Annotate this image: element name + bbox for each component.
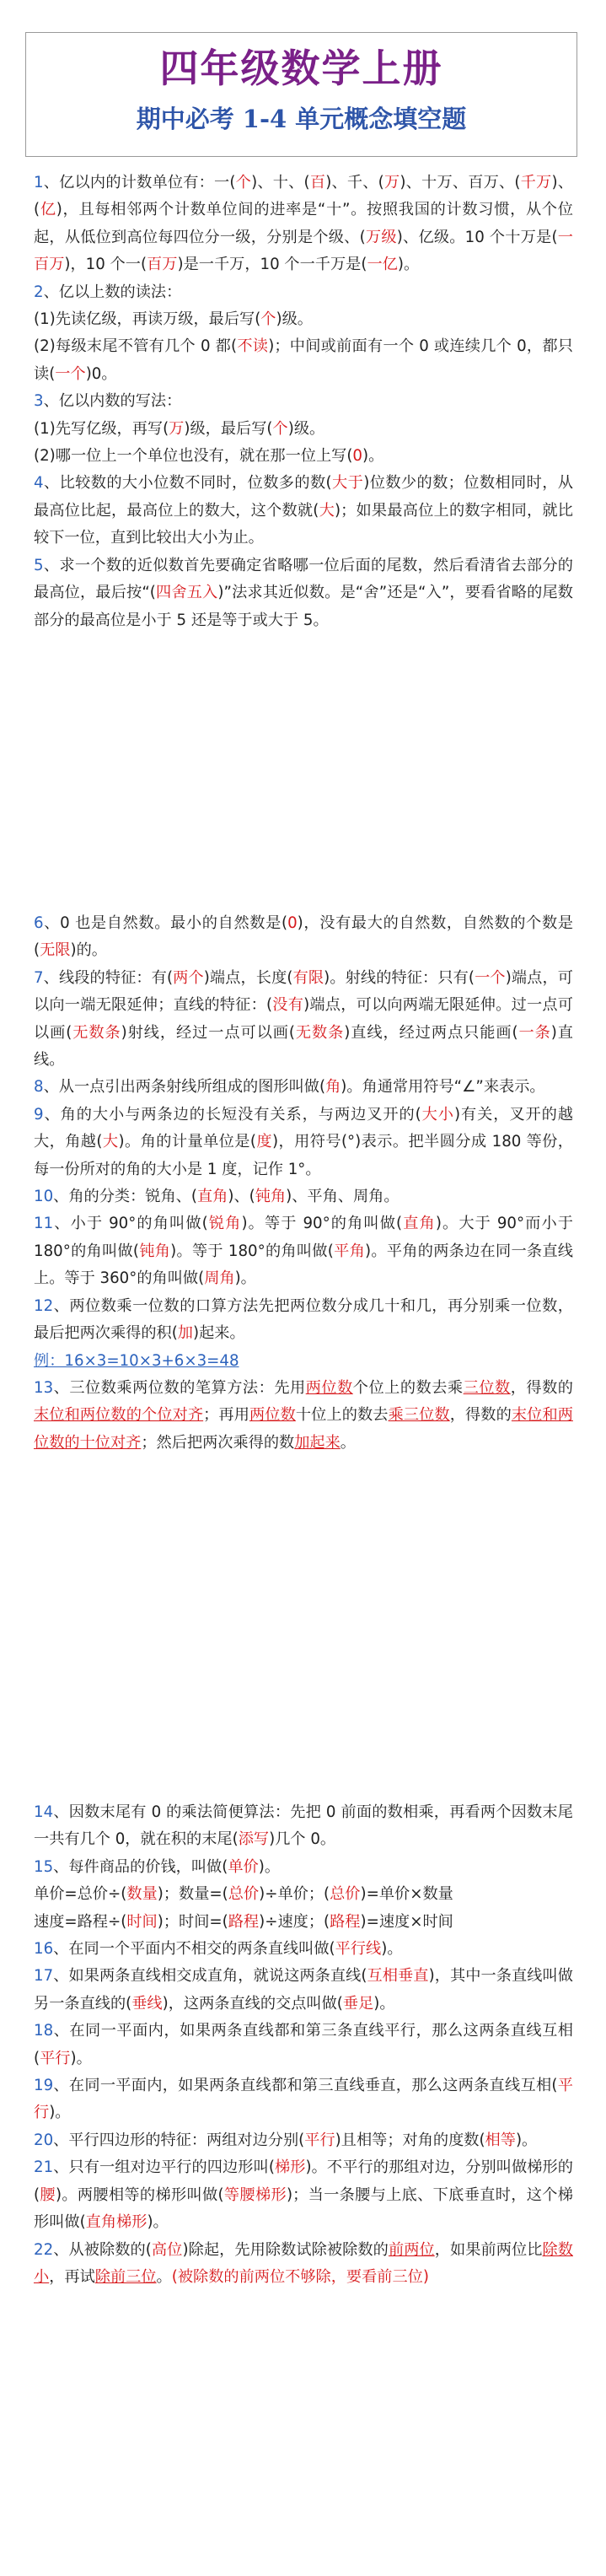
answer-text: 垂线: [131, 1994, 163, 2013]
item-number: 6: [34, 914, 44, 932]
concept-paragraph: [34, 416, 573, 443]
text-run: 、亿以内的计数单位有：一(: [43, 174, 236, 191]
item-number: 9: [34, 1105, 44, 1124]
concept-paragraph: [34, 388, 573, 415]
answer-text: 平行: [34, 2077, 573, 2122]
text-run: 、三位数乘两位数的笔算方法：先用: [53, 1378, 306, 1397]
text-run: 、线段的特征：有(: [43, 968, 174, 987]
answer-text: 个: [260, 310, 276, 329]
concept-paragraph: [34, 1963, 573, 2018]
answer-text: 腰: [40, 2185, 56, 2204]
answer-text: 有限: [292, 968, 324, 987]
answer-text: 个: [235, 174, 252, 191]
answer-text: 大小: [421, 1105, 454, 1124]
answer-text: 互相垂直: [367, 1967, 429, 1986]
text-run: )。角的计量单位是(: [118, 1133, 256, 1151]
section-units-2: [34, 910, 573, 1457]
concept-paragraph: [34, 1210, 573, 1292]
concept-paragraph: [34, 443, 573, 470]
text-run: )，用符号(°)表示。把半圆分成 180 等份，每一份所对的角的大小是 1 度，记作 1°。: [34, 1133, 573, 1178]
text-run: 、因数末尾有 0 的乘法简便算法：先把 0 前面的数相乘，再看两个因数末尾一共有几个 0，就在积的末尾(: [34, 1803, 573, 1849]
answer-text: 无数条: [294, 1023, 345, 1042]
text-run: )端点，可以向两端无限延伸。过一点可以画(: [34, 996, 573, 1042]
answer-text: 路程: [330, 1912, 361, 1931]
concept-paragraph: [34, 1854, 573, 1881]
concept-paragraph: [34, 1293, 573, 1348]
answer-text: 除前三位: [94, 2267, 157, 2286]
answer-text: 等腰梯形: [223, 2185, 287, 2204]
answer-text: 平行线: [335, 1940, 382, 1959]
text-run: ；再用: [203, 1406, 249, 1425]
text-run: (2)每级末尾不管有几个 0 都(: [34, 337, 238, 356]
text-run: )、(: [34, 174, 573, 219]
answer-text: 万: [383, 174, 400, 191]
answer-text: 不读: [237, 337, 269, 356]
text-run: )。: [515, 2131, 538, 2149]
item-number: 15: [34, 1857, 54, 1876]
page-title: 四年级数学上册: [159, 46, 443, 91]
text-run: )0。: [85, 364, 117, 383]
text-run: 单价=总价÷(: [34, 1885, 127, 1904]
answer-text: 末位和两位数的个位对齐: [34, 1406, 204, 1425]
answer-text: 总价: [228, 1885, 260, 1904]
answer-text: 梯形: [274, 2158, 306, 2177]
text-run: )有关，叉开的越大，角越(: [34, 1105, 573, 1151]
text-run: 速度=路程÷(: [34, 1912, 127, 1931]
text-run: )。: [70, 2049, 92, 2067]
text-run: )。: [381, 1940, 403, 1959]
item-number: 19: [34, 2077, 54, 2095]
text-run: )几个 0。: [269, 1830, 336, 1849]
text-run: 、角的分类：锐角、(: [53, 1188, 197, 1206]
page-subtitle: 期中必考 1-4 单元概念填空题: [136, 105, 467, 133]
answer-text: 平角: [333, 1242, 366, 1260]
answer-text: 万级: [365, 228, 397, 246]
text-run: )、十万、百万、(: [400, 174, 521, 191]
answer-text: 无数条: [72, 1023, 121, 1042]
text-run: )、平角、周角。: [286, 1188, 400, 1206]
text-run: 、从一点引出两条射线所组成的图形叫做(: [43, 1078, 326, 1097]
item-number: 22: [34, 2240, 54, 2259]
text-run: 、亿以内数的写法：: [43, 392, 182, 411]
item-number: 21: [34, 2158, 54, 2177]
text-run: ，再试: [49, 2267, 95, 2286]
concept-paragraph: [34, 170, 573, 279]
item-number: 14: [34, 1803, 54, 1821]
text-run: 、从被除数的(: [53, 2240, 152, 2259]
text-run: 、平行四边形的特征：两组对边分别(: [53, 2131, 305, 2149]
text-run: )”法求其近似数。是“舍”还是“入”，要看省略的尾数部分的最高位是小于 5 还是等于或大于 5。: [34, 584, 573, 629]
answer-text: 直角: [196, 1188, 228, 1206]
answer-text: 垂足: [342, 1994, 374, 2013]
answer-text: 锐角: [207, 1215, 242, 1233]
text-run: )。: [49, 2104, 71, 2122]
answer-text: 一个: [475, 968, 506, 987]
item-number: 12: [34, 1296, 54, 1315]
answer-text: 前两位: [388, 2240, 435, 2259]
answer-text: 0: [287, 914, 298, 932]
answer-text: 没有: [272, 996, 304, 1015]
text-run: )÷速度；(: [259, 1912, 330, 1931]
text-run: )除起，先用除数试除被除数的: [182, 2240, 389, 2259]
concept-paragraph: [34, 910, 573, 965]
text-run: )、亿级。10 个十万是(: [396, 228, 558, 246]
text-run: )。平角的两条边在同一条直线上。等于 360°的角叫做(: [34, 1242, 573, 1288]
text-run: )；数量=(: [157, 1885, 228, 1904]
answer-text: 两位数: [249, 1406, 296, 1425]
answer-text: 个: [272, 419, 288, 438]
item-number: 5: [34, 556, 44, 574]
text-run: )。: [147, 2213, 169, 2232]
concept-paragraph: [34, 1375, 573, 1457]
answer-text: 路程: [228, 1912, 260, 1931]
section-units-3: [34, 1799, 573, 2291]
text-run: )、十、(: [251, 174, 310, 191]
answer-text: 两个: [173, 968, 204, 987]
text-run: )是一千万，10 个一千万是(: [177, 256, 367, 274]
item-number: 17: [34, 1967, 54, 1986]
answer-text: 单价: [228, 1857, 259, 1876]
answer-text: 末位和两位数的十位对齐: [34, 1406, 573, 1452]
answer-text: 0: [352, 447, 362, 466]
text-run: )。: [258, 1857, 281, 1876]
text-run: )。射线的特征：只有(: [324, 968, 475, 987]
text-run: )。等于 90°的角叫做(: [241, 1215, 403, 1233]
concept-paragraph: [34, 552, 573, 634]
answer-text: 总价: [330, 1885, 361, 1904]
text-run: )的。: [70, 941, 107, 960]
text-run: 、0 也是自然数。最小的自然数是(: [43, 914, 288, 932]
answer-text: 除数小: [34, 2240, 573, 2286]
text-run: )级，最后写(: [184, 419, 273, 438]
answer-text: 钝角: [255, 1188, 287, 1206]
answer-text: 数量: [126, 1885, 158, 1904]
title-box: [25, 32, 577, 157]
answer-text: 周角: [204, 1269, 235, 1288]
text-run: 、如果两条直线相交成直角，就说这两条直线(: [53, 1967, 367, 1986]
concept-paragraph: [34, 2237, 573, 2292]
text-run: )且相等；对角的度数(: [335, 2131, 485, 2149]
answer-text: 千万: [520, 174, 552, 191]
answer-text: 一个: [55, 364, 86, 383]
answer-text: 度: [255, 1133, 273, 1151]
concept-paragraph: [34, 965, 573, 1075]
item-number: 10: [34, 1188, 54, 1206]
answer-text: 乘三位数: [388, 1406, 450, 1425]
text-run: )。大于 90°而小于 180°的角叫做(: [34, 1215, 573, 1260]
answer-text: 加: [177, 1324, 193, 1343]
text-run: )=单价×数量: [360, 1885, 453, 1904]
answer-text: 高位: [151, 2240, 183, 2259]
answer-text: 直角: [402, 1215, 436, 1233]
text-run: 、每件商品的价钱，叫做(: [53, 1857, 228, 1876]
text-run: 、角的大小与两条边的长短没有关系，与两边叉开的(: [43, 1105, 421, 1124]
text-run: )=速度×时间: [360, 1912, 453, 1931]
answer-text: 万: [169, 419, 185, 438]
answer-text: 大: [319, 501, 335, 520]
text-run: )，其中一条直线叫做另一条直线的(: [34, 1967, 573, 2013]
text-run: )、(: [228, 1188, 255, 1206]
text-run: )。两腰相等的梯形叫做(: [55, 2185, 224, 2204]
text-run: ；然后把两次乘得的数: [141, 1433, 295, 1452]
item-number: 7: [34, 968, 44, 987]
text-run: )。: [373, 1994, 395, 2013]
text-run: ，得数的: [510, 1378, 573, 1397]
text-run: )端点，可以向一端无限延伸；直线的特征：(: [34, 968, 573, 1015]
answer-text: 钝角: [138, 1242, 171, 1260]
text-run: )，10 个一(: [64, 256, 147, 274]
concept-paragraph: [34, 1074, 573, 1101]
text-run: 、亿以上数的读法：: [43, 283, 182, 301]
concept-paragraph: [34, 1102, 573, 1183]
concept-paragraph: [34, 333, 573, 388]
text-run: 、在同一个平面内不相交的两条直线叫做(: [53, 1940, 335, 1959]
answer-text: 一亿: [367, 256, 398, 274]
concept-paragraph: [34, 279, 573, 306]
text-run: )，且每相邻两个计数单位间的进率是“十”。按照我国的计数习惯，从个位起，从低位到高位每四位分一级，分别是个级、(: [34, 201, 573, 246]
item-number: 4: [34, 474, 44, 493]
text-run: )，没有最大的自然数，自然数的个数是(: [34, 914, 573, 960]
concept-paragraph: [34, 1183, 573, 1210]
answer-text: 角: [325, 1078, 341, 1097]
answer-text: 添写: [238, 1830, 270, 1849]
answer-text: 一条: [518, 1023, 551, 1042]
item-number: 18: [34, 2022, 54, 2040]
text-run: )。: [234, 1269, 256, 1288]
text-run: )；中间或前面有一个 0 或连续几个 0，都只读(: [34, 337, 573, 383]
text-run: )直线。: [34, 1023, 573, 1070]
answer-text: 一百万: [34, 228, 573, 274]
text-run: )。角通常用符号“∠”来表示。: [341, 1078, 545, 1097]
concept-paragraph: [34, 1881, 573, 1908]
answer-text: 相等: [485, 2131, 516, 2149]
answer-text: 平行: [304, 2131, 335, 2149]
concept-paragraph: [34, 2154, 573, 2236]
answer-text: 三位数: [463, 1378, 511, 1397]
answer-text: 无限: [40, 941, 71, 960]
concept-paragraph: [34, 306, 573, 333]
answer-text: 亿: [40, 201, 56, 219]
concept-paragraph: [34, 2072, 573, 2127]
text-run: 十位上的数去: [295, 1406, 389, 1425]
item-number: 8: [34, 1078, 44, 1097]
text-run: )；当一条腰与上底、下底垂直时，这个梯形叫做(: [34, 2185, 573, 2232]
text-run: )、千、(: [325, 174, 384, 191]
text-run: 、只有一组对边平行的四边形叫(: [53, 2158, 275, 2177]
text-run: ，如果前两位比: [434, 2240, 543, 2259]
text-run: )；时间=(: [157, 1912, 228, 1931]
answer-text: 平行: [40, 2049, 71, 2067]
text-run: 。: [156, 2267, 172, 2286]
example-text: 例：16×3=10×3+6×3=48: [34, 1351, 239, 1370]
item-number: 2: [34, 283, 44, 301]
text-run: )端点，长度(: [203, 968, 293, 987]
text-run: 、比较数的大小位数不同时，位数多的数(: [43, 474, 332, 493]
text-run: (1)先写亿级，再写(: [34, 419, 169, 438]
answer-text: 时间: [126, 1912, 158, 1931]
section-units-1: [34, 170, 573, 634]
concept-paragraph: [34, 470, 573, 552]
concept-paragraph: [34, 1936, 573, 1963]
text-run: )。不平行的那组对边，分别叫做梯形的(: [34, 2158, 573, 2204]
text-run: )。等于 180°的角叫做(: [170, 1242, 334, 1260]
text-run: (2)哪一位上一个单位也没有，就在那一位上写(: [34, 447, 353, 466]
text-run: )起来。: [193, 1324, 245, 1343]
text-run: )；如果最高位上的数字相同，就比较下一位，直到比较出大小为止。: [34, 501, 573, 547]
text-run: )级。: [276, 310, 313, 329]
text-run: 、两位数乘一位数的口算方法先把两位数分成几十和几，再分别乘一位数，最后把两次乘得的积(: [34, 1296, 573, 1343]
text-run: )。: [397, 256, 420, 274]
item-number: 1: [34, 174, 44, 191]
answer-text: 两位数: [305, 1378, 353, 1397]
concept-paragraph: [34, 1799, 573, 1854]
text-run: )级。: [287, 419, 325, 438]
text-run: )射线，经过一点可以画(: [121, 1023, 295, 1042]
answer-text: 百: [309, 174, 326, 191]
answer-text: 百万: [147, 256, 178, 274]
answer-text: (被除数的前两位不够除，要看前三位): [171, 2267, 429, 2286]
item-number: 11: [34, 1215, 54, 1233]
text-run: 、在同一平面内，如果两条直线都和第三条直线平行，那么这两条直线互相(: [34, 2022, 573, 2067]
answer-text: 四舍五入: [155, 584, 218, 602]
text-run: 、求一个数的近似数首先要确定省略哪一位后面的尾数，然后看清省去部分的最高位，最后按“(: [34, 556, 573, 602]
text-run: 、小于 90°的角叫做(: [53, 1215, 208, 1233]
item-number: 3: [34, 392, 44, 411]
answer-text: 大于: [331, 474, 364, 493]
text-run: )。: [362, 447, 384, 466]
text-run: 、在同一平面内，如果两条直线都和第三直线垂直，那么这两条直线互相(: [53, 2077, 558, 2095]
text-run: )，这两条直线的交点叫做(: [162, 1994, 343, 2013]
concept-paragraph: [34, 2127, 573, 2154]
text-run: )位数少的数；位数相同时，从最高位比起，最高位上的数大，这个数就(: [34, 474, 573, 520]
answer-text: 加起来: [294, 1433, 341, 1452]
text-run: 个位上的数去乘: [352, 1378, 464, 1397]
concept-paragraph: [34, 1348, 573, 1375]
text-run: )÷单价；(: [259, 1885, 330, 1904]
answer-text: 大: [102, 1133, 119, 1151]
concept-paragraph: [34, 1909, 573, 1936]
text-run: (1)先读亿级，再读万级，最后写(: [34, 310, 261, 329]
text-run: 。: [340, 1433, 356, 1452]
item-number: 13: [34, 1378, 54, 1397]
answer-text: 直角梯形: [85, 2213, 147, 2232]
concept-paragraph: [34, 2018, 573, 2072]
item-number: 20: [34, 2131, 54, 2149]
text-run: )直线，经过两点只能画(: [344, 1023, 518, 1042]
item-number: 16: [34, 1940, 54, 1959]
text-run: ，得数的: [449, 1406, 512, 1425]
